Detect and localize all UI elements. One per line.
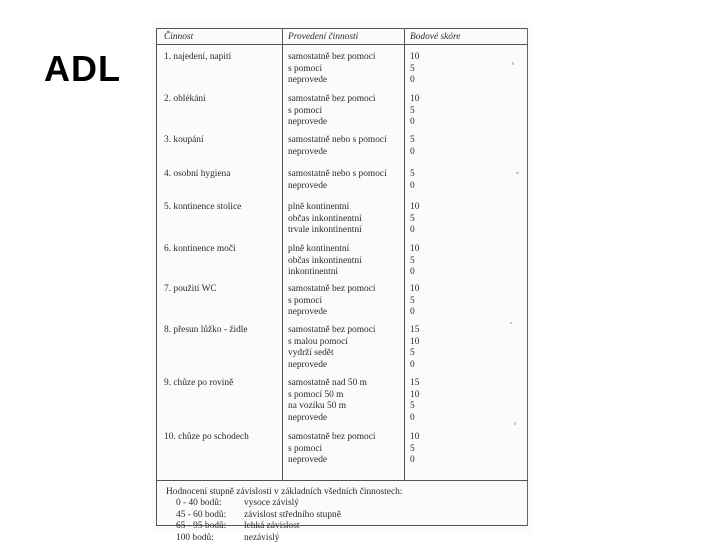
performance-option: s pomocí — [288, 63, 323, 74]
score-value: 0 — [410, 412, 415, 423]
score-cell — [410, 325, 419, 371]
performance-option: neprovede — [288, 412, 328, 423]
performance-option: vydrží sedět — [288, 348, 334, 359]
adl-scanned-table — [152, 22, 532, 543]
score-value: 5 — [410, 255, 415, 266]
scan-speck — [516, 172, 519, 174]
performance-option: neprovede — [288, 455, 328, 466]
score-value: 15 — [410, 325, 420, 335]
activity-cell: 1. najedení, napití — [164, 52, 232, 62]
header-activity: Činnost — [164, 32, 194, 42]
performance-option: samostatně nebo s pomocí — [288, 169, 387, 179]
legend-divider — [156, 480, 528, 481]
score-cell — [410, 169, 415, 192]
score-value: 5 — [410, 401, 415, 412]
performance-option: samostatně nebo s pomocí — [288, 135, 387, 145]
scan-speck — [512, 62, 514, 65]
performance-option: s pomocí — [288, 295, 323, 306]
score-value: 0 — [410, 359, 415, 370]
score-value: 0 — [410, 267, 415, 278]
slide-title: ADL — [44, 48, 121, 89]
score-cell — [410, 202, 419, 237]
legend-item — [166, 533, 402, 544]
score-value: 10 — [410, 94, 420, 104]
score-legend — [166, 487, 402, 544]
scan-speck — [514, 422, 516, 425]
performance-option: samostatně bez pomoci — [288, 284, 376, 294]
legend-item — [166, 498, 402, 509]
score-value: 5 — [410, 135, 415, 145]
performance-option: neprovede — [288, 180, 328, 191]
performance-option: samostatně bez pomoci — [288, 94, 376, 104]
score-value: 5 — [410, 105, 415, 116]
performance-option: s pomocí — [288, 443, 323, 454]
score-value: 0 — [410, 75, 415, 86]
performance-cell — [288, 284, 375, 319]
score-value: 0 — [410, 455, 415, 466]
legend-item — [166, 510, 402, 521]
legend-range: 0 - 40 bodů: — [176, 498, 222, 509]
score-cell — [410, 52, 419, 87]
activity-cell: 9. chůze po rovině — [164, 378, 234, 388]
table-border-top — [156, 28, 528, 29]
performance-option: na vozíku 50 m — [288, 401, 347, 412]
legend-title: Hodnocení stupně závislosti v základních všedních činnostech: — [166, 487, 403, 497]
performance-option: s malou pomocí — [288, 336, 348, 347]
performance-cell — [288, 135, 387, 158]
performance-option: inkontinentní — [288, 267, 338, 278]
score-value: 5 — [410, 63, 415, 74]
column-divider — [282, 28, 283, 480]
performance-cell — [288, 244, 362, 279]
table-border-left — [156, 28, 157, 526]
performance-option: občas inkontinentní — [288, 213, 362, 224]
score-value: 15 — [410, 378, 420, 388]
activity-cell: 6. kontinence moči — [164, 244, 236, 254]
header-performance: Provedení činnosti — [288, 32, 359, 42]
score-cell — [410, 432, 419, 467]
performance-cell — [288, 202, 362, 237]
score-value: 10 — [410, 244, 420, 254]
column-divider — [404, 28, 405, 480]
legend-range: 100 bodů: — [176, 532, 214, 543]
score-value: 0 — [410, 225, 415, 236]
score-cell — [410, 284, 419, 319]
performance-option: neprovede — [288, 75, 328, 86]
score-value: 0 — [410, 307, 415, 318]
performance-cell — [288, 325, 375, 371]
score-cell — [410, 378, 419, 424]
scan-speck — [510, 322, 512, 324]
score-cell — [410, 135, 415, 158]
performance-cell — [288, 169, 387, 192]
performance-cell — [288, 378, 367, 424]
performance-cell — [288, 52, 375, 87]
performance-option: neprovede — [288, 359, 328, 370]
score-value: 0 — [410, 180, 415, 191]
score-value: 0 — [410, 117, 415, 128]
score-cell — [410, 244, 419, 279]
score-value: 10 — [410, 202, 420, 212]
activity-cell: 4. osobní hygiena — [164, 169, 231, 179]
performance-option: samostatně bez pomoci — [288, 325, 376, 335]
score-value: 10 — [410, 336, 420, 347]
score-value: 5 — [410, 169, 415, 179]
legend-label: vysoce závislý — [244, 498, 299, 509]
legend-label: závislost středního stupně — [244, 509, 341, 520]
score-value: 5 — [410, 443, 415, 454]
performance-option: plně kontinentní — [288, 244, 350, 254]
performance-option: plně kontinentní — [288, 202, 350, 212]
header-score: Bodové skóre — [410, 32, 461, 42]
score-cell — [410, 94, 419, 129]
performance-option: neprovede — [288, 146, 328, 157]
performance-option: trvale inkontinentní — [288, 225, 362, 236]
activity-cell: 8. přesun lůžko - židle — [164, 325, 248, 335]
score-value: 10 — [410, 432, 420, 442]
legend-label: lehká závislost — [244, 521, 300, 532]
performance-option: samostatně nad 50 m — [288, 378, 367, 388]
performance-option: občas inkontinentní — [288, 255, 362, 266]
legend-range: 45 - 60 bodů: — [176, 509, 227, 520]
activity-cell: 3. koupání — [164, 135, 204, 145]
score-value: 10 — [410, 284, 420, 294]
performance-option: samostatně bez pomoci — [288, 52, 376, 62]
performance-cell — [288, 94, 375, 129]
score-value: 5 — [410, 348, 415, 359]
performance-option: samostatně bez pomoci — [288, 432, 376, 442]
legend-item — [166, 521, 402, 532]
activity-cell: 10. chůze po schodech — [164, 432, 249, 442]
score-value: 5 — [410, 213, 415, 224]
performance-cell — [288, 432, 375, 467]
score-value: 10 — [410, 52, 420, 62]
score-value: 5 — [410, 295, 415, 306]
legend-label: nezávislý — [244, 532, 280, 543]
activity-cell: 2. oblékání — [164, 94, 206, 104]
header-divider — [156, 44, 528, 45]
performance-option: s pomocí — [288, 105, 323, 116]
performance-option: s pomocí 50 m — [288, 389, 344, 400]
table-border-right — [527, 28, 528, 526]
legend-range: 65 - 95 bodů: — [176, 521, 227, 532]
score-value: 0 — [410, 146, 415, 157]
performance-option: neprovede — [288, 117, 328, 128]
score-value: 10 — [410, 389, 420, 400]
activity-cell: 5. kontinence stolice — [164, 202, 242, 212]
performance-option: neprovede — [288, 307, 328, 318]
activity-cell: 7. použití WC — [164, 284, 217, 294]
